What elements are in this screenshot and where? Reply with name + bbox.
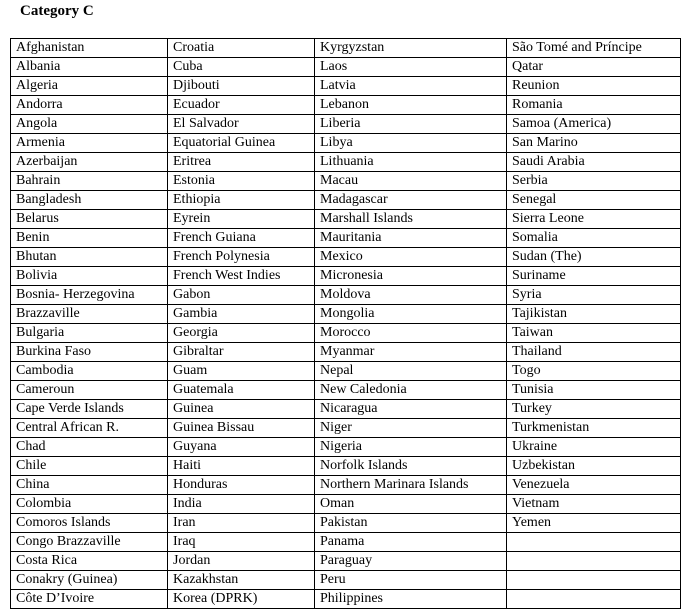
table-row — [11, 533, 681, 552]
country-cell: Macau — [315, 172, 507, 191]
table-row — [11, 552, 681, 571]
country-cell — [507, 533, 681, 552]
table-row — [11, 571, 681, 590]
country-cell: Comoros Islands — [11, 514, 168, 533]
table-row — [11, 305, 681, 324]
country-cell: Guam — [168, 362, 315, 381]
country-cell: Cape Verde Islands — [11, 400, 168, 419]
country-cell: Mauritania — [315, 229, 507, 248]
country-cell: Guinea Bissau — [168, 419, 315, 438]
country-cell: Kazakhstan — [168, 571, 315, 590]
country-cell: El Salvador — [168, 115, 315, 134]
country-cell: Angola — [11, 115, 168, 134]
table-row — [11, 191, 681, 210]
country-cell: Conakry (Guinea) — [11, 571, 168, 590]
country-cell: Myanmar — [315, 343, 507, 362]
table-row — [11, 286, 681, 305]
country-cell: Armenia — [11, 134, 168, 153]
country-cell: Madagascar — [315, 191, 507, 210]
table-row — [11, 419, 681, 438]
country-cell: French West Indies — [168, 267, 315, 286]
country-cell: Reunion — [507, 77, 681, 96]
country-cell: Afghanistan — [11, 39, 168, 58]
country-cell: Bahrain — [11, 172, 168, 191]
country-cell: San Marino — [507, 134, 681, 153]
country-cell: Samoa (America) — [507, 115, 681, 134]
country-cell: Mongolia — [315, 305, 507, 324]
country-cell: Bangladesh — [11, 191, 168, 210]
country-cell: Nepal — [315, 362, 507, 381]
country-cell: Korea (DPRK) — [168, 590, 315, 609]
country-cell: Latvia — [315, 77, 507, 96]
country-cell: Côte D’Ivoire — [11, 590, 168, 609]
country-cell: Peru — [315, 571, 507, 590]
country-cell: Croatia — [168, 39, 315, 58]
table-row — [11, 343, 681, 362]
country-cell: Venezuela — [507, 476, 681, 495]
country-cell: Azerbaijan — [11, 153, 168, 172]
country-cell: Morocco — [315, 324, 507, 343]
country-cell: Mexico — [315, 248, 507, 267]
country-cell: Syria — [507, 286, 681, 305]
country-cell: Albania — [11, 58, 168, 77]
table-row — [11, 58, 681, 77]
country-cell: Turkey — [507, 400, 681, 419]
country-cell: Senegal — [507, 191, 681, 210]
country-cell: French Polynesia — [168, 248, 315, 267]
table-row — [11, 39, 681, 58]
table-row — [11, 514, 681, 533]
table-row — [11, 134, 681, 153]
country-cell: Uzbekistan — [507, 457, 681, 476]
country-cell: Gambia — [168, 305, 315, 324]
country-cell: Micronesia — [315, 267, 507, 286]
country-cell: Andorra — [11, 96, 168, 115]
country-cell: Burkina Faso — [11, 343, 168, 362]
table-row — [11, 172, 681, 191]
table-row — [11, 362, 681, 381]
country-cell: Algeria — [11, 77, 168, 96]
table-row — [11, 381, 681, 400]
country-cell: Laos — [315, 58, 507, 77]
country-cell: Yemen — [507, 514, 681, 533]
country-cell: Gibraltar — [168, 343, 315, 362]
country-cell: Eyrein — [168, 210, 315, 229]
country-cell: Chile — [11, 457, 168, 476]
table-row — [11, 115, 681, 134]
country-cell: Nigeria — [315, 438, 507, 457]
table-row — [11, 153, 681, 172]
country-cell: Cuba — [168, 58, 315, 77]
country-cell: Saudi Arabia — [507, 153, 681, 172]
country-cell: Djibouti — [168, 77, 315, 96]
country-cell: Congo Brazzaville — [11, 533, 168, 552]
country-cell: Paraguay — [315, 552, 507, 571]
country-cell — [507, 571, 681, 590]
country-cell: Northern Marinara Islands — [315, 476, 507, 495]
country-cell: Liberia — [315, 115, 507, 134]
table-row — [11, 96, 681, 115]
country-cell: Guatemala — [168, 381, 315, 400]
table-row — [11, 495, 681, 514]
country-cell: Taiwan — [507, 324, 681, 343]
table-row — [11, 438, 681, 457]
country-cell: Estonia — [168, 172, 315, 191]
country-cell: Thailand — [507, 343, 681, 362]
table-row — [11, 210, 681, 229]
country-cell: Tunisia — [507, 381, 681, 400]
country-cell: Haiti — [168, 457, 315, 476]
country-cell: Sierra Leone — [507, 210, 681, 229]
country-cell: Brazzaville — [11, 305, 168, 324]
table-row — [11, 324, 681, 343]
country-cell: Iran — [168, 514, 315, 533]
country-cell: Qatar — [507, 58, 681, 77]
category-heading: Category C — [20, 3, 94, 19]
country-cell: Vietnam — [507, 495, 681, 514]
table-row — [11, 457, 681, 476]
country-cell: Philippines — [315, 590, 507, 609]
country-cell: Bhutan — [11, 248, 168, 267]
table-row — [11, 267, 681, 286]
table-row — [11, 229, 681, 248]
country-cell: Jordan — [168, 552, 315, 571]
country-cell: Equatorial Guinea — [168, 134, 315, 153]
country-cell: Cameroun — [11, 381, 168, 400]
country-cell: Guinea — [168, 400, 315, 419]
country-cell: Pakistan — [315, 514, 507, 533]
table-row — [11, 476, 681, 495]
country-cell: Nicaragua — [315, 400, 507, 419]
country-cell: Eritrea — [168, 153, 315, 172]
country-cell: Central African R. — [11, 419, 168, 438]
country-cell: Bulgaria — [11, 324, 168, 343]
country-cell: Bolivia — [11, 267, 168, 286]
country-cell: Sudan (The) — [507, 248, 681, 267]
country-cell: Norfolk Islands — [315, 457, 507, 476]
table-row — [11, 590, 681, 609]
country-cell: Honduras — [168, 476, 315, 495]
country-cell: Turkmenistan — [507, 419, 681, 438]
country-cell: Chad — [11, 438, 168, 457]
country-cell: Colombia — [11, 495, 168, 514]
country-cell: Ethiopia — [168, 191, 315, 210]
country-cell — [507, 590, 681, 609]
country-cell: Oman — [315, 495, 507, 514]
country-cell: Suriname — [507, 267, 681, 286]
country-cell: India — [168, 495, 315, 514]
country-cell: Panama — [315, 533, 507, 552]
country-cell: Guyana — [168, 438, 315, 457]
country-cell: Iraq — [168, 533, 315, 552]
country-cell: Lebanon — [315, 96, 507, 115]
country-cell: New Caledonia — [315, 381, 507, 400]
table-row — [11, 248, 681, 267]
table-row — [11, 77, 681, 96]
country-cell: Cambodia — [11, 362, 168, 381]
country-table — [10, 38, 681, 609]
country-cell: French Guiana — [168, 229, 315, 248]
country-cell: Niger — [315, 419, 507, 438]
country-cell: Lithuania — [315, 153, 507, 172]
country-cell: Belarus — [11, 210, 168, 229]
country-cell: Libya — [315, 134, 507, 153]
country-cell: China — [11, 476, 168, 495]
country-cell: Moldova — [315, 286, 507, 305]
country-cell: Kyrgyzstan — [315, 39, 507, 58]
country-cell: Gabon — [168, 286, 315, 305]
country-cell: Marshall Islands — [315, 210, 507, 229]
country-cell: Romania — [507, 96, 681, 115]
country-cell: São Tomé and Príncipe — [507, 39, 681, 58]
country-cell: Tajikistan — [507, 305, 681, 324]
country-cell: Ukraine — [507, 438, 681, 457]
country-cell: Costa Rica — [11, 552, 168, 571]
country-cell: Serbia — [507, 172, 681, 191]
country-cell — [507, 552, 681, 571]
country-cell: Somalia — [507, 229, 681, 248]
country-cell: Togo — [507, 362, 681, 381]
country-cell: Benin — [11, 229, 168, 248]
table-row — [11, 400, 681, 419]
country-table-body — [11, 39, 681, 609]
country-cell: Georgia — [168, 324, 315, 343]
country-cell: Ecuador — [168, 96, 315, 115]
country-cell: Bosnia- Herzegovina — [11, 286, 168, 305]
